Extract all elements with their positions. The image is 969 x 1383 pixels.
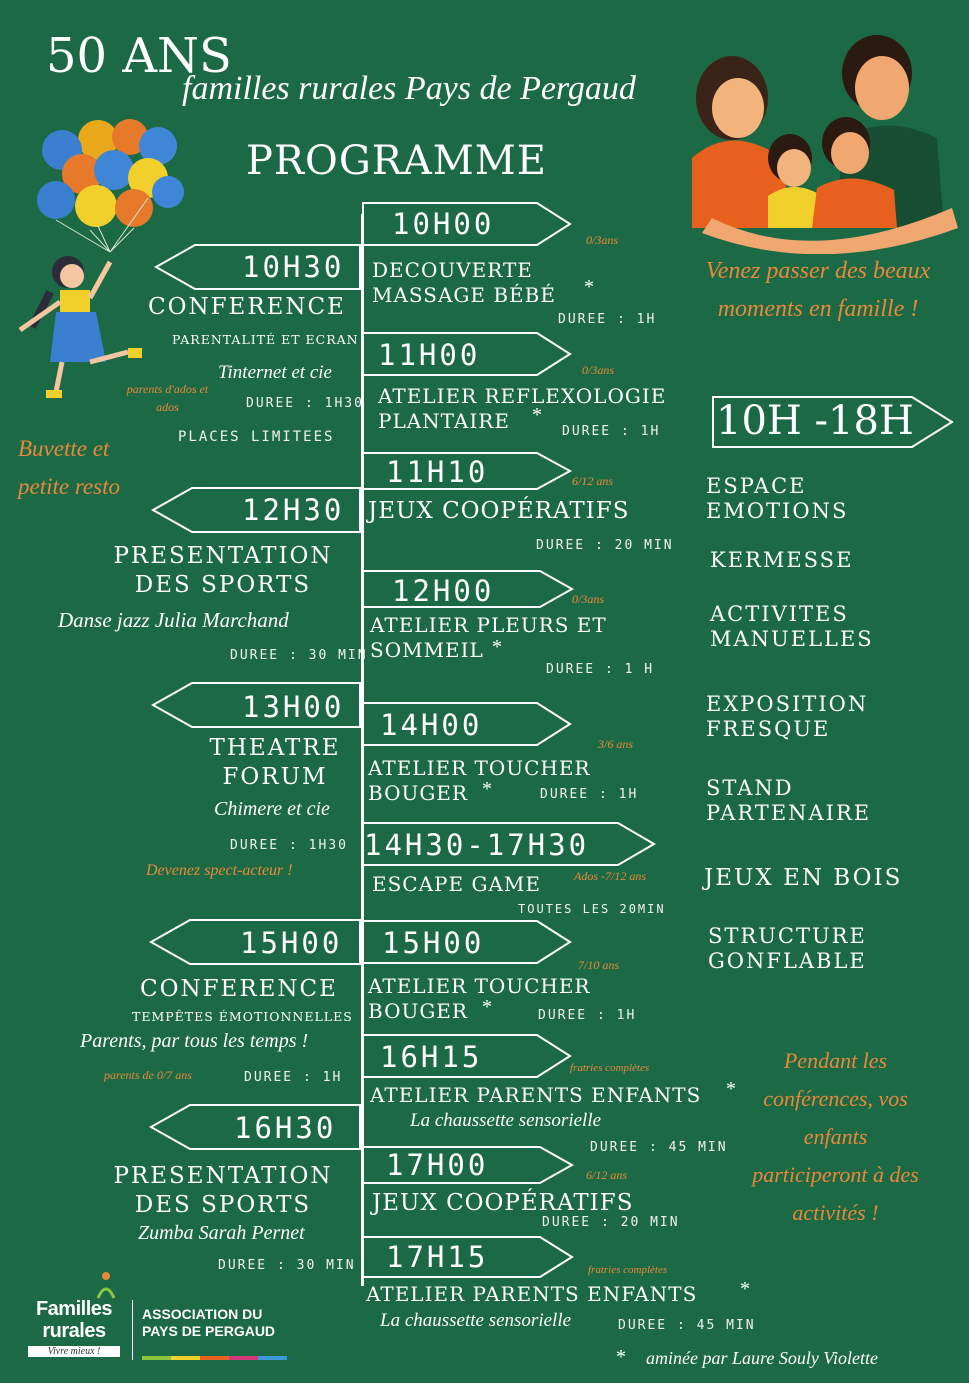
- children-activities-note: Pendant les conférences, vos enfants participeront à des activités !: [752, 1048, 919, 1225]
- right-event-duration: DUREE : 1H: [562, 424, 661, 439]
- left-event-time: 12H30: [242, 493, 345, 527]
- left-event-duration: DUREE : 1H30: [246, 396, 364, 411]
- left-event-time: 15H00: [240, 926, 343, 960]
- left-event-title: PRESENTATION DES SPORTS: [113, 543, 333, 598]
- right-event-title: JEUX COOPÉRATIFS: [368, 498, 630, 524]
- logo-assoc-line2: PAYS DE PERGAUD: [142, 1323, 276, 1339]
- right-event-title: ATELIER PARENTS ENFANTS: [370, 1083, 702, 1107]
- balloons-icon: [37, 119, 184, 252]
- right-event-title: ATELIER PARENTS ENFANTS: [366, 1282, 698, 1306]
- right-event-time: 15H00: [382, 926, 485, 960]
- right-event-time: 16H15: [380, 1040, 483, 1074]
- familles-rurales-logo: [22, 1270, 292, 1370]
- right-event-age: 0/3ans: [572, 592, 605, 606]
- right-event-time: 11H00: [378, 338, 481, 372]
- tagline: Venez passer des beaux moments en famille !: [705, 258, 931, 322]
- right-event-script: La chaussette sensorielle: [410, 1110, 602, 1131]
- right-event-time: 12H00: [392, 574, 495, 608]
- left-event-title: CONFERENCE: [140, 976, 338, 1002]
- left-event-title: THEATRE FORUM: [209, 735, 341, 790]
- right-event-age: 0/3ans: [582, 363, 615, 377]
- right-event-duration: DUREE : 1H: [558, 312, 657, 327]
- left-event-script: Zumba Sarah Pernet: [138, 1222, 305, 1244]
- activity-item: ACTIVITES MANUELLES: [710, 602, 874, 651]
- left-event-time: 13H00: [242, 690, 345, 724]
- left-event-extra: Devenez spect-acteur !: [146, 862, 293, 879]
- left-event-subtitle: TEMPÊTES ÉMOTIONNELLES: [132, 1009, 353, 1024]
- right-event-time: 14H00: [380, 708, 483, 742]
- family-icon: [692, 35, 958, 254]
- left-event-title: PRESENTATION DES SPORTS: [113, 1163, 333, 1218]
- right-event-duration: DUREE : 1H: [538, 1008, 637, 1023]
- right-event-star: *: [482, 996, 492, 1018]
- opening-hours: 10H -18H: [716, 398, 914, 444]
- left-event-duration: DUREE : 30 MIN: [218, 1258, 356, 1273]
- left-event-duration: DUREE : 30 MIN: [230, 648, 368, 663]
- right-event-age: Ados -7/12 ans: [574, 869, 646, 883]
- right-event-star: *: [740, 1278, 750, 1300]
- right-event-star: *: [532, 404, 542, 426]
- activity-item: STRUCTURE GONFLABLE: [708, 924, 867, 973]
- logo-color-strip: [142, 1356, 287, 1360]
- right-event-duration: DUREE : 1 H: [546, 662, 655, 677]
- left-event-subtitle: PARENTALITÉ ET ECRAN: [172, 332, 359, 347]
- right-event-star: *: [584, 276, 594, 298]
- right-event-age: 7/10 ans: [578, 958, 620, 972]
- right-event-duration: DUREE : 45 MIN: [618, 1318, 756, 1333]
- activity-item: EXPOSITION FRESQUE: [706, 692, 869, 741]
- girl-icon: [20, 256, 142, 398]
- right-event-script: La chaussette sensorielle: [380, 1310, 572, 1331]
- right-event-age: 0/3ans: [586, 233, 619, 247]
- right-event-duration: TOUTES LES 20MIN: [518, 902, 666, 916]
- right-event-duration: DUREE : 1H: [540, 787, 639, 802]
- left-event-duration: DUREE : 1H30: [230, 838, 348, 853]
- right-event-time: 17H15: [386, 1240, 489, 1274]
- right-event-duration: DUREE : 45 MIN: [590, 1140, 728, 1155]
- logo-figure-icon: [92, 1270, 122, 1300]
- left-event-audience: parents de 0/7 ans: [104, 1068, 192, 1082]
- right-event-title: JEUX COOPÉRATIFS: [372, 1190, 634, 1216]
- org-script-title: familles rurales Pays de Pergaud: [182, 70, 636, 107]
- left-event-title: CONFERENCE: [148, 294, 346, 320]
- logo-assoc-line1: ASSOCIATION DU: [142, 1306, 263, 1322]
- programme-title: PROGRAMME: [246, 138, 547, 184]
- buvette-note: Buvette et petite resto: [18, 436, 120, 499]
- anniversary-title: 50 ANS: [46, 28, 232, 84]
- right-event-age: 6/12 ans: [572, 474, 614, 488]
- left-event-script: Parents, par tous les temps !: [80, 1030, 309, 1052]
- left-event-audience: parents d'ados et ados: [126, 382, 209, 414]
- logo-motto: Vivre mieux !: [28, 1346, 120, 1357]
- family-illustration: [672, 28, 964, 254]
- activity-item: ESPACE EMOTIONS: [706, 474, 849, 523]
- right-event-title: ATELIER TOUCHER BOUGER: [368, 974, 591, 1023]
- right-event-time: 14H30-17H30: [364, 828, 590, 862]
- right-event-star: *: [482, 778, 492, 800]
- right-event-title: ATELIER TOUCHER BOUGER: [368, 756, 591, 805]
- logo-divider: [132, 1300, 133, 1360]
- right-event-time: 17H00: [386, 1148, 489, 1182]
- left-event-duration: DUREE : 1H: [244, 1070, 343, 1085]
- right-event-time: 11H10: [386, 455, 489, 489]
- right-event-time: 10H00: [392, 207, 495, 241]
- right-event-age: 3/6 ans: [598, 737, 634, 751]
- left-event-script: Chimere et cie: [214, 798, 330, 820]
- right-event-star: *: [726, 1078, 736, 1100]
- right-event-duration: DUREE : 20 MIN: [536, 538, 674, 553]
- left-event-time: 10H30: [242, 250, 345, 284]
- right-event-duration: DUREE : 20 MIN: [542, 1215, 680, 1230]
- right-event-title: ATELIER REFLEXOLOGIE PLANTAIRE: [378, 384, 667, 433]
- activity-item: KERMESSE: [710, 548, 854, 572]
- right-event-title: DECOUVERTE MASSAGE BÉBÉ: [372, 258, 556, 307]
- right-event-age: fratries complètes: [588, 1264, 668, 1276]
- activity-item: JEUX EN BOIS: [704, 865, 903, 891]
- right-event-star: *: [492, 636, 502, 658]
- credit-line: aminée par Laure Souly Violette: [646, 1348, 878, 1368]
- left-event-extra: PLACES LIMITEES: [178, 429, 335, 445]
- right-event-age: fratries complètes: [570, 1062, 650, 1074]
- right-event-title: ATELIER PLEURS ET SOMMEIL: [370, 613, 607, 662]
- left-event-script: Tinternet et cie: [218, 362, 332, 383]
- activity-item: STAND PARTENAIRE: [706, 776, 872, 825]
- left-event-time: 16H30: [234, 1111, 337, 1145]
- credit-star: *: [616, 1346, 626, 1368]
- right-event-age: 6/12 ans: [586, 1168, 628, 1182]
- left-event-script: Danse jazz Julia Marchand: [58, 608, 289, 632]
- logo-name: Familles rurales: [35, 1298, 113, 1342]
- right-event-title: ESCAPE GAME: [372, 872, 541, 896]
